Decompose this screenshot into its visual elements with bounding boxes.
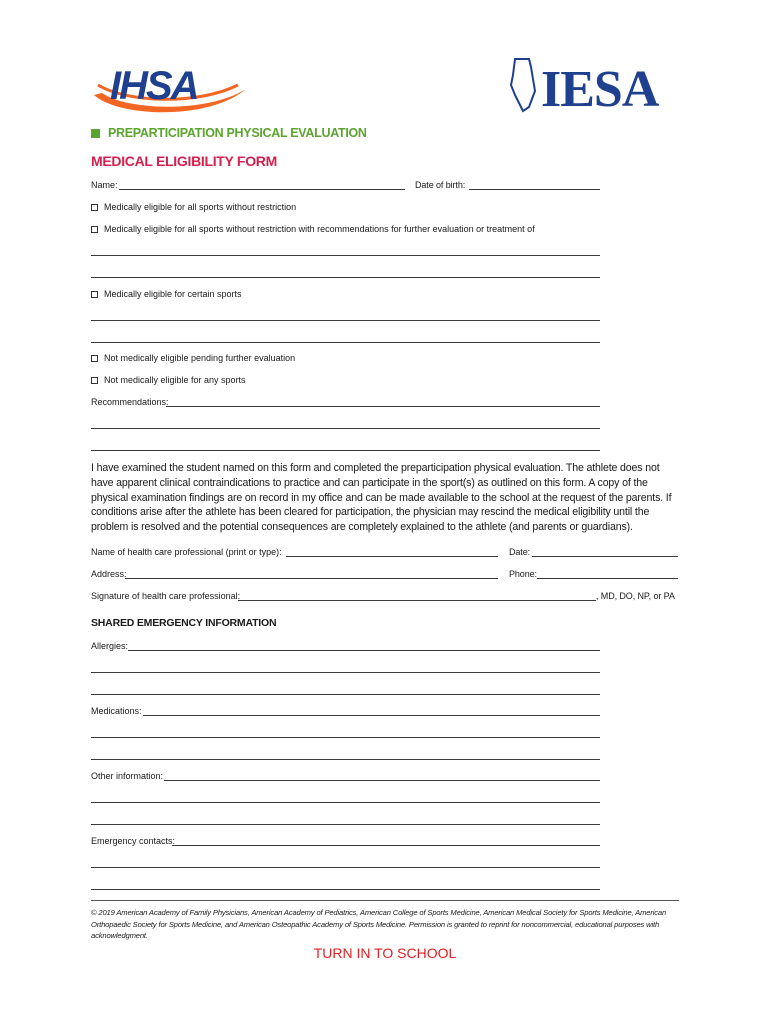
dob-field[interactable] [469, 189, 600, 190]
emergency-contacts-field[interactable] [172, 845, 600, 846]
medications-line[interactable] [91, 737, 600, 738]
other-info-line[interactable] [91, 802, 600, 803]
emergency-contacts-line[interactable] [91, 889, 600, 890]
option-row [91, 202, 296, 212]
certain-sports-line[interactable] [91, 342, 600, 343]
option-label: Medically eligible for all sports without restriction with recommendations for further evaluation or treatment of [104, 224, 535, 234]
treatment-line[interactable] [91, 255, 600, 256]
recommendations-field[interactable] [166, 406, 600, 407]
treatment-line[interactable] [91, 277, 600, 278]
option-row [91, 289, 242, 299]
allergies-line[interactable] [91, 694, 600, 695]
option-row [91, 375, 246, 385]
signature-label: Signature of health care professional: [91, 591, 241, 601]
checkbox[interactable] [91, 291, 98, 298]
credentials-label: , MD, DO, NP, or PA [596, 591, 675, 601]
option-label: Not medically eligible for any sports [104, 375, 246, 385]
option-row [91, 224, 535, 234]
option-label: Medically eligible for certain sports [104, 289, 242, 299]
checkbox[interactable] [91, 226, 98, 233]
other-info-label: Other information: [91, 771, 164, 781]
medications-line[interactable] [91, 759, 600, 760]
date-field[interactable] [532, 556, 678, 557]
turn-in-notice: TURN IN TO SCHOOL [313, 945, 457, 961]
section-heading-text: PREPARTICIPATION PHYSICAL EVALUATION [108, 126, 367, 140]
phone-label: Phone: [509, 569, 537, 579]
checkbox[interactable] [91, 377, 98, 384]
option-label: Not medically eligible pending further evaluation [104, 353, 296, 363]
name-field[interactable] [119, 189, 405, 190]
recommendations-line[interactable] [91, 428, 600, 429]
green-square-icon [91, 129, 100, 138]
copyright-notice: © 2019 American Academy of Family Physicians, American Academy of Pediatrics, American College of Sports Medicine, American Medical Society for Sports Medicine, American Orthopaedic Society for Sports Medicine, and American Osteopathic Academy of Sports Medicine. Permission is granted to reprint for noncommercial, educational purposes with acknowledgment. [91, 908, 667, 940]
date-label: Date: [509, 547, 531, 557]
hcp-name-label: Name of health care professional (print or type): [91, 547, 282, 557]
other-info-line[interactable] [91, 824, 600, 825]
recommendations-line[interactable] [91, 450, 600, 451]
address-field[interactable] [125, 578, 498, 579]
allergies-field[interactable] [128, 650, 600, 651]
certain-sports-line[interactable] [91, 320, 600, 321]
name-label: Name: [91, 180, 118, 190]
recommendations-label: Recommendations: [91, 397, 169, 407]
checkbox[interactable] [91, 355, 98, 362]
other-info-field[interactable] [164, 780, 600, 781]
emergency-contacts-line[interactable] [91, 867, 600, 868]
allergies-line[interactable] [91, 672, 600, 673]
form-title: MEDICAL ELIGIBILITY FORM [91, 153, 277, 169]
medications-label: Medications: [91, 706, 142, 716]
allergies-label: Allergies: [91, 641, 129, 651]
phone-field[interactable] [537, 578, 678, 579]
medications-field[interactable] [143, 715, 600, 716]
ihsa-logo-text: IHSA [110, 64, 198, 108]
ihsa-logo [88, 55, 253, 117]
section-heading [91, 126, 367, 140]
checkbox[interactable] [91, 204, 98, 211]
emergency-contacts-label: Emergency contacts: [91, 836, 176, 846]
option-row [91, 353, 295, 363]
iesa-logo [507, 57, 672, 113]
iesa-logo-text: IESA [541, 61, 659, 113]
physician-statement: I have examined the student named on this form and completed the preparticipation physical evaluation. The athlete does not have apparent clinical contraindications to practice and can participate in the sport(s) as outlined on this form. A copy of the physical examination findings are on record in my office and can be made available to the school at the request of the parents. If conditions arise after the athlete has been cleared for participation, the physician may rescind the medical eligibility until the problem is resolved and the potential consequences are completely explained to the athlete (and parents or guardians). [91, 462, 672, 534]
signature-field[interactable] [238, 600, 596, 601]
dob-label: Date of birth: [415, 180, 466, 190]
option-label: Medically eligible for all sports without restriction [104, 202, 297, 212]
hcp-name-field[interactable] [286, 556, 498, 557]
shared-emergency-title: SHARED EMERGENCY INFORMATION [91, 617, 277, 629]
address-label: Address: [91, 569, 127, 579]
footer-divider [91, 900, 679, 901]
